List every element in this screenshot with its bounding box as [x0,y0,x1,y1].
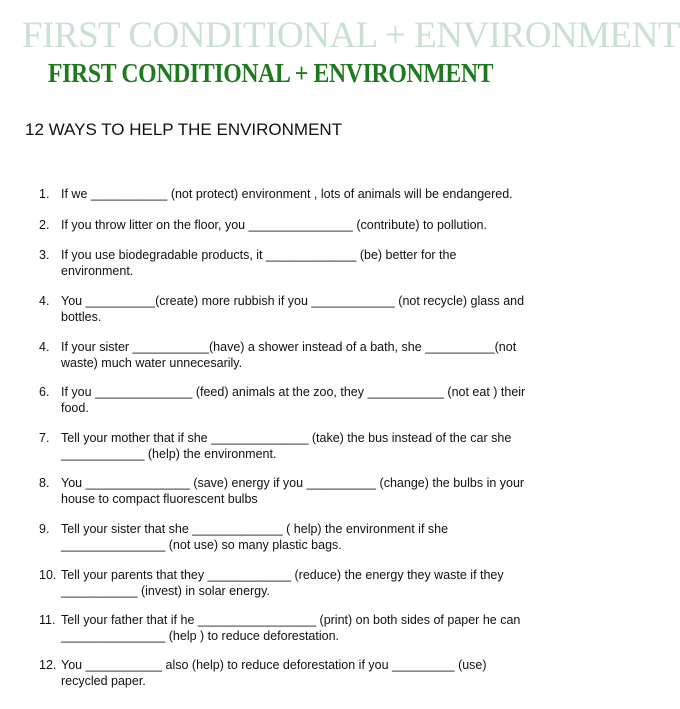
exercise-text: Tell your sister that she _____________ ( help) the environment if she [61,522,449,536]
exercise-number: 4. [39,340,50,354]
exercise-text: You ___________ also (help) to reduce deforestation if you _________ (use) [61,658,487,672]
exercise-item [39,522,569,553]
exercise-item [39,476,569,507]
exercise-text-continued: environment. [61,263,134,278]
exercise-text: You __________(create) more rubbish if you ____________ (not recycle) glass and [61,294,525,308]
exercise-item [39,294,569,325]
exercise-number: 11. [39,613,56,627]
exercise-number: 12. [39,658,57,672]
exercise-number: 6. [39,385,50,399]
exercise-item [39,431,569,462]
exercise-text-continued: house to compact fluorescent bulbs [61,491,258,506]
exercise-number: 7. [39,431,50,445]
exercise-text-continued: _______________ (not use) so many plastic bags. [61,537,342,552]
exercise-text-continued: _______________ (help ) to reduce deforestation. [61,628,339,643]
page-title: FIRST CONDITIONAL + ENVIRONMENT [48,58,494,88]
exercise-number: 10. [39,568,57,582]
exercise-item [39,385,569,416]
exercise-item [39,658,569,689]
exercise-text: If you throw litter on the floor, you _______________ (contribute) to pollution. [61,218,487,232]
exercise-text: If we ___________ (not protect) environment , lots of animals will be endangered. [61,187,513,201]
page-watermark-title: FIRST CONDITIONAL + ENVIRONMENT [22,15,680,56]
exercise-number: 8. [39,476,50,490]
exercise-text: If you use biodegradable products, it _____________ (be) better for the [61,248,457,262]
exercise-number: 1. [39,187,50,201]
exercise-text: Tell your mother that if she ______________ (take) the bus instead of the car she [61,431,512,445]
exercise-text-continued: food. [61,400,89,415]
exercise-text: If your sister ___________(have) a shower instead of a bath, she __________(not [61,340,517,354]
exercise-item [39,340,569,371]
exercise-item [39,568,569,599]
exercise-text: If you ______________ (feed) animals at the zoo, they ___________ (not eat ) their [61,385,526,399]
exercise-text-continued: recycled paper. [61,673,146,688]
exercise-number: 4. [39,294,50,308]
exercise-text: You _______________ (save) energy if you __________ (change) the bulbs in your [61,476,525,490]
exercise-number: 2. [39,218,50,232]
exercise-text: Tell your parents that they ____________ (reduce) the energy they waste if they [61,568,504,582]
exercise-item [39,248,569,279]
exercise-text-continued: bottles. [61,309,102,324]
exercise-item [39,613,569,644]
exercise-text-continued: ___________ (invest) in solar energy. [61,583,270,598]
section-heading: 12 WAYS TO HELP THE ENVIRONMENT [25,120,343,139]
exercise-number: 9. [39,522,50,536]
exercise-item [39,187,569,203]
exercise-text-continued: ____________ (help) the environment. [61,446,277,461]
exercise-number: 3. [39,248,50,262]
exercise-item [39,218,569,234]
exercise-text: Tell your father that if he _________________ (print) on both sides of paper he can [61,613,521,627]
exercise-text-continued: waste) much water unnecesarily. [61,355,243,370]
